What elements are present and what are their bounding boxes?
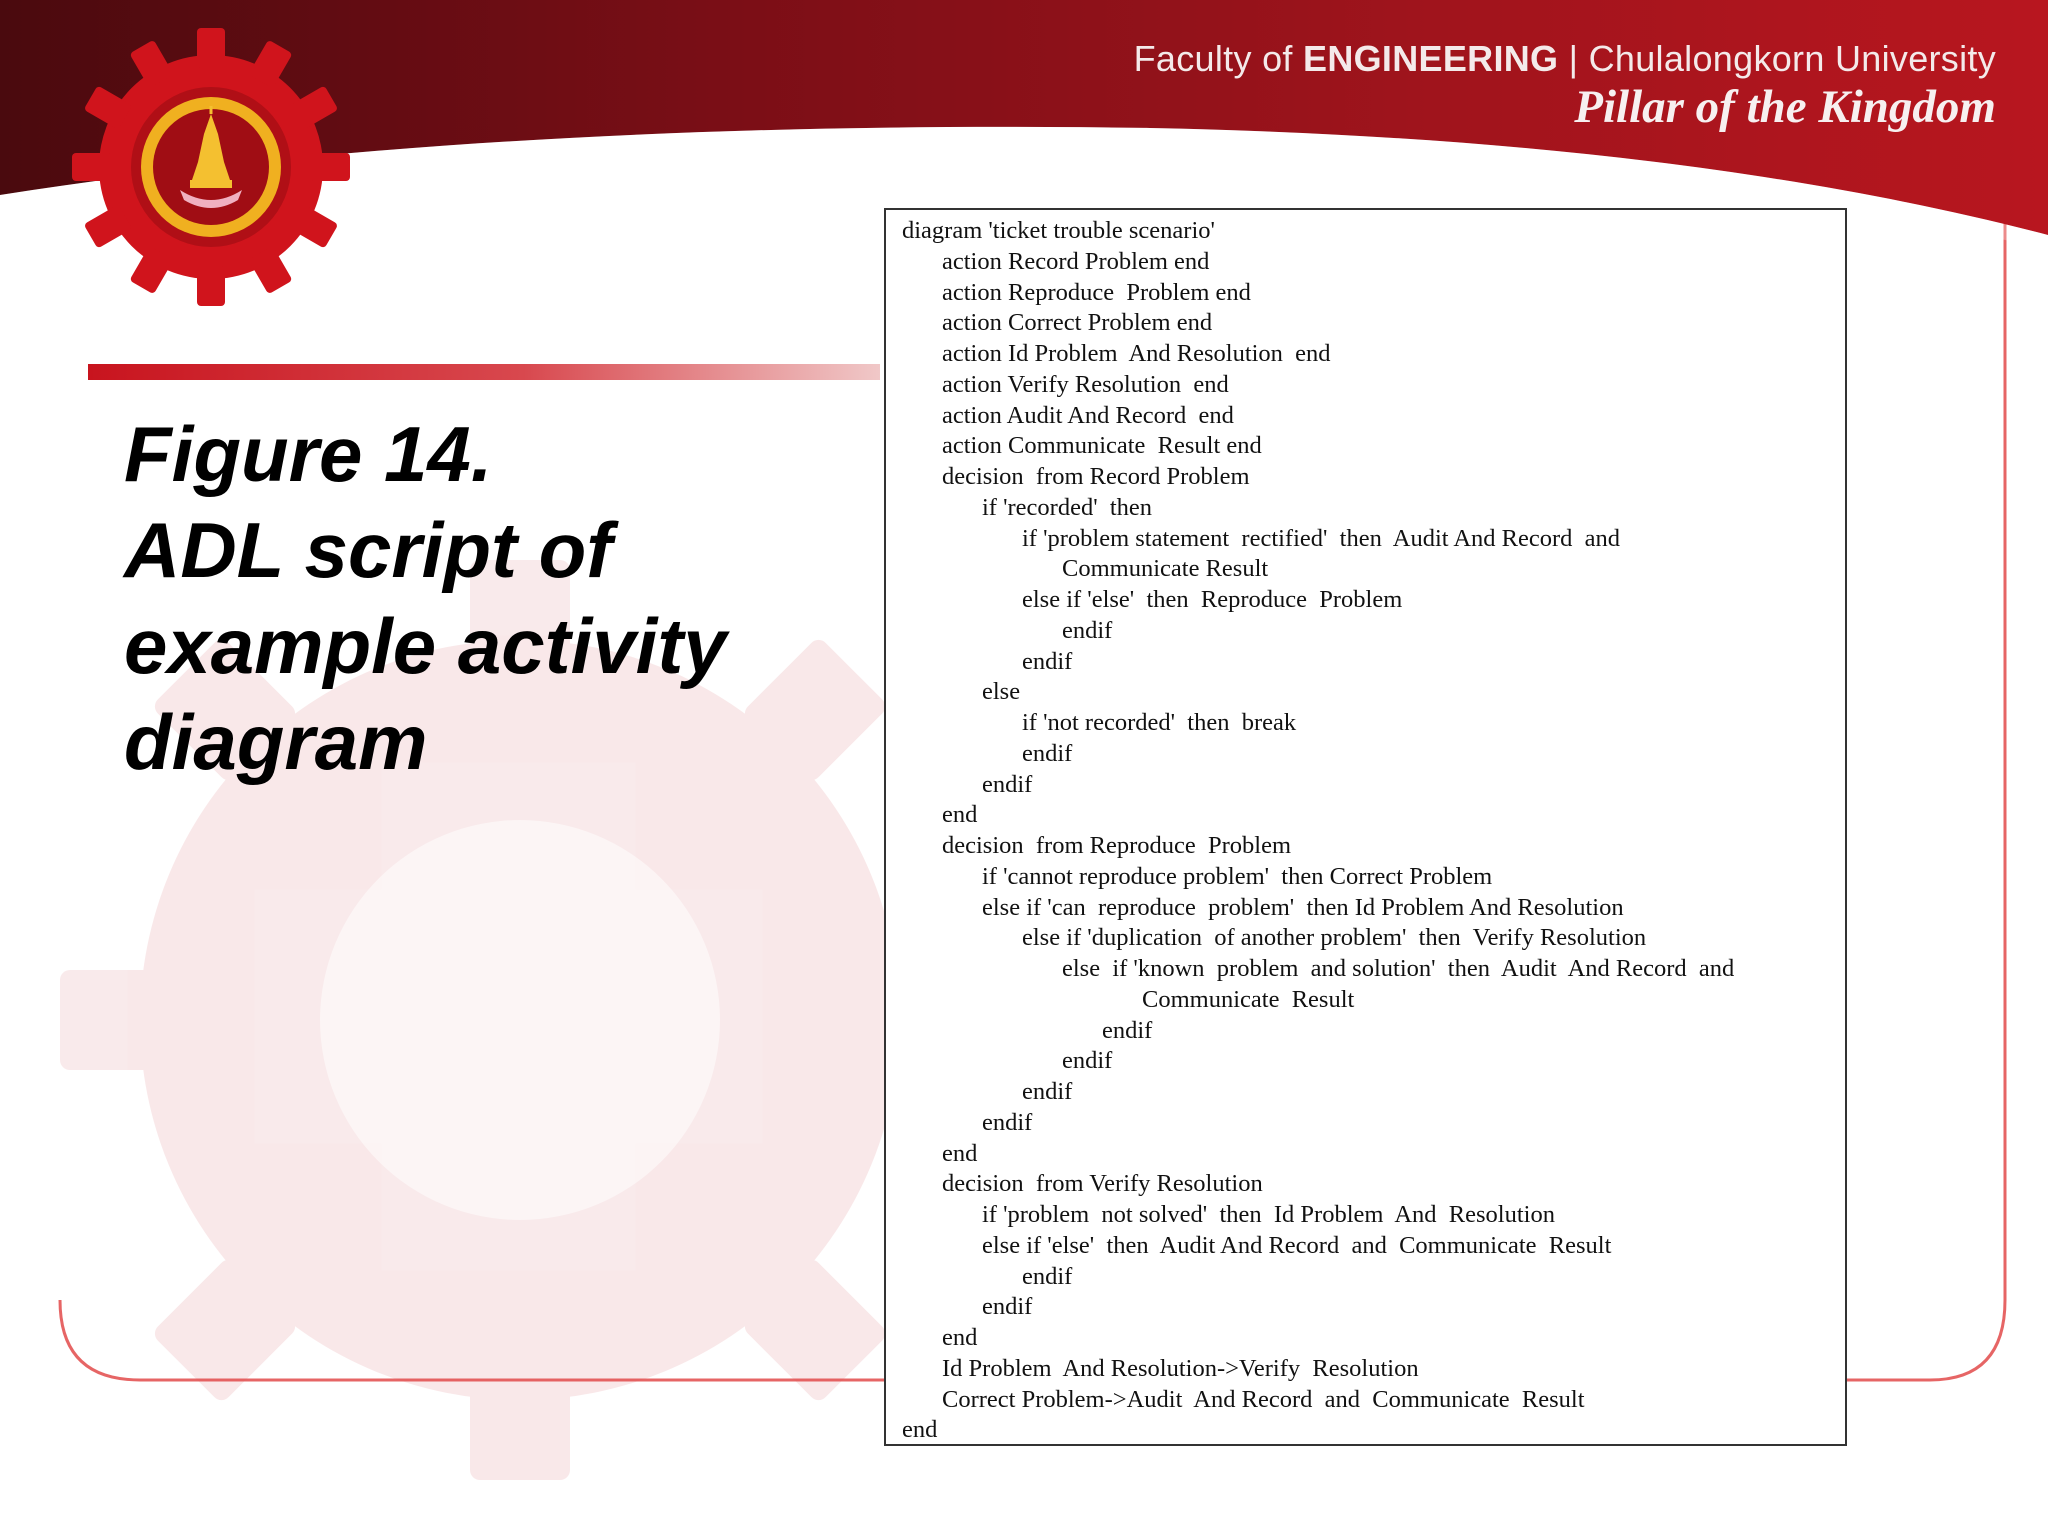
script-line: Correct Problem->Audit And Record and Communicate Result <box>942 1385 1585 1413</box>
script-line: else if 'can reproduce problem' then Id Problem And Resolution <box>982 893 1624 921</box>
script-line: endif <box>982 1293 1033 1321</box>
script-line: end <box>902 1416 938 1444</box>
script-line: action Audit And Record end <box>942 401 1234 429</box>
script-line: action Id Problem And Resolution end <box>942 340 1331 367</box>
script-line: else <box>982 678 1021 706</box>
script-line: action Verify Resolution end <box>942 370 1229 398</box>
script-line: endif <box>1062 616 1113 644</box>
script-line: end <box>942 801 978 829</box>
script-line: endif <box>1022 1078 1073 1105</box>
script-line: end <box>942 1139 978 1167</box>
figure-title-line: ADL script of <box>124 506 613 594</box>
figure-title-line: diagram <box>124 698 428 786</box>
script-line: decision from Reproduce Problem <box>942 832 1292 859</box>
script-line: end <box>942 1324 978 1351</box>
script-line: action Record Problem end <box>942 247 1210 275</box>
script-line: else if 'else' then Audit And Record and Communicate Result <box>982 1231 1612 1259</box>
script-line: if 'problem statement rectified' then Audit And Record and <box>1022 524 1621 552</box>
figure-title-line: Figure 14. <box>124 410 493 498</box>
script-line: endif <box>1022 739 1073 767</box>
script-line: else if 'known problem and solution' then Audit And Record and <box>1062 955 1735 982</box>
script-line: endif <box>982 1108 1033 1136</box>
script-line: if 'recorded' then <box>982 493 1153 521</box>
script-line: endif <box>1062 1047 1113 1075</box>
script-line: else if 'else' then Reproduce Problem <box>1022 586 1403 613</box>
script-line: action Correct Problem end <box>942 309 1213 337</box>
faculty-header <box>1134 38 1996 80</box>
script-line: endif <box>1022 647 1073 675</box>
faculty-prefix: Faculty of <box>1133 38 1304 79</box>
script-line: else if 'duplication of another problem' then Verify Resolution <box>1022 924 1647 952</box>
script-line: if 'cannot reproduce problem' then Correct Problem <box>982 862 1493 890</box>
script-line: if 'problem not solved' then Id Problem And Resolution <box>982 1201 1555 1228</box>
script-line: action Communicate Result end <box>942 432 1262 460</box>
script-line: decision from Record Problem <box>942 463 1250 490</box>
university-logo <box>66 22 356 312</box>
script-line: diagram 'ticket trouble scenario' <box>902 217 1215 244</box>
tagline: Pillar of the Kingdom <box>1574 81 1996 133</box>
script-line: decision from Verify Resolution <box>942 1170 1263 1198</box>
script-line: Communicate Result <box>1062 555 1269 583</box>
figure-title <box>124 406 844 790</box>
script-line: action Reproduce Problem end <box>942 278 1251 306</box>
adl-script-box <box>884 208 1847 1446</box>
script-line: endif <box>1102 1016 1153 1044</box>
university-name: | Chulalongkorn University <box>1558 38 1996 79</box>
faculty-name: ENGINEERING <box>1303 38 1559 79</box>
script-line: endif <box>1022 1262 1073 1290</box>
figure-title-line: example activity <box>124 602 727 690</box>
script-line: if 'not recorded' then break <box>1022 709 1297 736</box>
script-line: Communicate Result <box>1142 985 1355 1013</box>
script-line: endif <box>982 770 1033 798</box>
script-line: Id Problem And Resolution->Verify Resolution <box>942 1354 1419 1382</box>
